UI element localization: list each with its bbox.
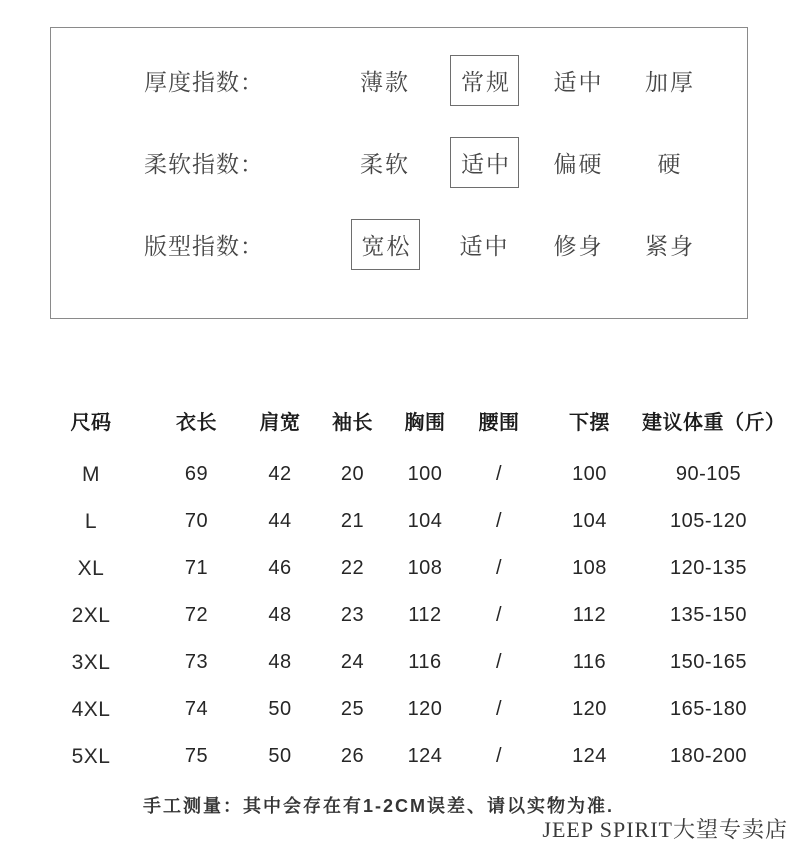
cell-sleeve: 24 — [340, 651, 365, 673]
index-panel — [50, 27, 748, 319]
store-name: JEEP SPIRIT大望专卖店 — [542, 817, 788, 842]
cell-shoulder: 48 — [268, 604, 292, 626]
index-option: 加厚 — [645, 68, 695, 95]
cell-size: L — [84, 509, 98, 533]
index-option: 修身 — [553, 232, 604, 259]
cell-size: XL — [77, 556, 105, 580]
cell-sleeve: 20 — [340, 463, 365, 485]
cell-hem: 112 — [572, 604, 607, 626]
index-row-fit — [51, 203, 747, 285]
cell-waist: / — [495, 463, 503, 485]
cell-hem: 124 — [572, 745, 607, 767]
cell-weight: 105-120 — [670, 510, 747, 532]
index-option: 硬 — [657, 150, 683, 177]
cell-waist: / — [495, 698, 503, 720]
cell-length: 73 — [184, 651, 209, 673]
index-option-selected: 宽松 — [351, 219, 420, 270]
cell-chest: 120 — [407, 698, 443, 720]
cell-length: 69 — [184, 463, 209, 485]
cell-hem: 116 — [572, 651, 607, 673]
index-option-selected: 适中 — [450, 137, 519, 188]
cell-size: 4XL — [71, 697, 111, 721]
cell-waist: / — [495, 745, 503, 767]
table-row-xl — [33, 545, 775, 592]
cell-size: 3XL — [71, 650, 111, 674]
index-option: 适中 — [553, 68, 604, 95]
cell-length: 71 — [184, 557, 209, 579]
cell-waist: / — [495, 651, 503, 673]
cell-sleeve: 25 — [340, 698, 365, 720]
cell-length: 74 — [184, 698, 209, 720]
size-table — [33, 398, 786, 780]
cell-weight: 180-200 — [670, 745, 747, 767]
cell-weight: 120-135 — [670, 557, 747, 579]
table-row-m — [33, 451, 775, 498]
cell-length: 75 — [184, 745, 209, 767]
table-row-l — [33, 498, 775, 545]
index-row-label: 柔软指数： — [144, 150, 264, 177]
measurement-note: 手工测量：其中会存在有1-2CM误差、请以实物为准. — [143, 796, 615, 816]
cell-shoulder: 42 — [268, 463, 292, 485]
index-option: 偏硬 — [553, 150, 604, 177]
col-header-weight: 建议体重（斤） — [642, 412, 786, 434]
cell-hem: 108 — [572, 557, 607, 579]
cell-chest: 104 — [407, 510, 443, 532]
index-option-selected: 常规 — [450, 55, 519, 106]
col-header-waist: 腰围 — [478, 412, 520, 434]
cell-shoulder: 50 — [268, 698, 292, 720]
index-option: 柔软 — [360, 150, 410, 177]
cell-sleeve: 21 — [340, 510, 365, 532]
cell-hem: 104 — [572, 510, 607, 532]
cell-size: 5XL — [71, 744, 111, 768]
cell-shoulder: 44 — [268, 510, 292, 532]
cell-length: 72 — [184, 604, 209, 626]
index-row-softness — [51, 121, 747, 203]
table-row-5xl — [33, 733, 775, 780]
cell-chest: 124 — [407, 745, 443, 767]
cell-chest: 116 — [408, 651, 442, 673]
col-header-size: 尺码 — [70, 412, 112, 434]
table-row-2xl — [33, 592, 775, 639]
index-option: 紧身 — [645, 232, 695, 259]
cell-chest: 100 — [407, 463, 443, 485]
cell-chest: 112 — [408, 604, 442, 626]
table-row-3xl — [33, 639, 775, 686]
cell-hem: 120 — [572, 698, 607, 720]
col-header-sleeve: 袖长 — [332, 412, 373, 434]
cell-weight: 165-180 — [670, 698, 747, 720]
cell-length: 70 — [184, 510, 209, 532]
cell-sleeve: 26 — [340, 745, 365, 767]
cell-weight: 150-165 — [670, 651, 747, 673]
cell-waist: / — [495, 604, 503, 626]
index-row-thickness — [51, 39, 747, 121]
col-header-hem: 下摆 — [569, 412, 610, 434]
cell-waist: / — [495, 557, 503, 579]
cell-chest: 108 — [407, 557, 443, 579]
index-option: 适中 — [459, 232, 510, 259]
index-option: 薄款 — [360, 68, 410, 95]
index-row-label: 版型指数： — [144, 232, 264, 259]
cell-weight: 135-150 — [670, 604, 747, 626]
index-row-label: 厚度指数： — [144, 68, 264, 95]
col-header-length: 衣长 — [176, 412, 217, 434]
cell-shoulder: 48 — [268, 651, 292, 673]
cell-shoulder: 50 — [268, 745, 292, 767]
cell-size: 2XL — [71, 603, 111, 627]
cell-size: M — [82, 462, 100, 486]
col-header-shoulder: 肩宽 — [259, 412, 301, 434]
col-header-chest: 胸围 — [404, 412, 446, 434]
cell-hem: 100 — [572, 463, 607, 485]
cell-shoulder: 46 — [268, 557, 292, 579]
cell-sleeve: 22 — [340, 557, 365, 579]
table-row-4xl — [33, 686, 775, 733]
size-table-header-row — [33, 398, 786, 443]
cell-waist: / — [495, 510, 503, 532]
cell-weight: 90-105 — [675, 463, 742, 485]
cell-sleeve: 23 — [340, 604, 365, 626]
